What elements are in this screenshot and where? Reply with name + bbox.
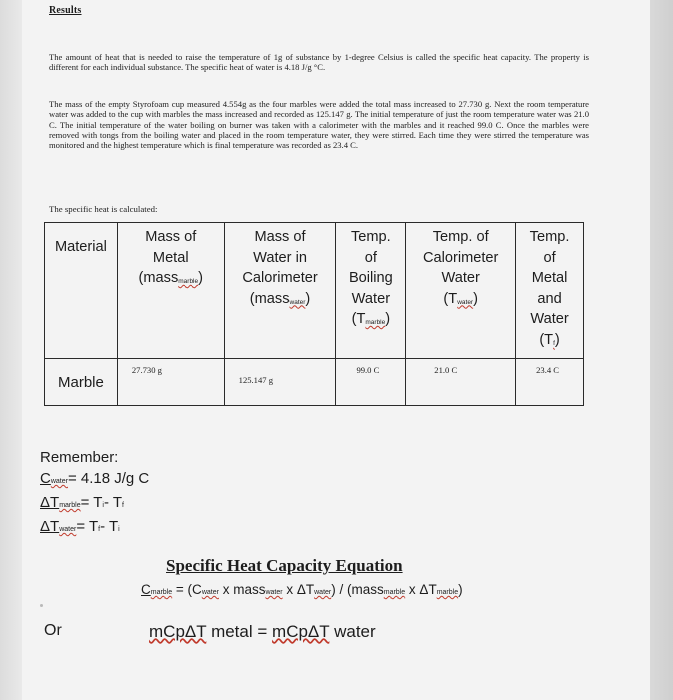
cell-temp-calorimeter: 21.0 C xyxy=(406,359,516,406)
cell-mass-water: 125.147 g xyxy=(224,359,336,406)
procedure-paragraph: The mass of the empty Styrofoam cup measured 4.554g as the four marbles were added the total mass increased to 27.730 g. Next the room temperature water was added to the cup with marbles the mass increased and recorded as 125.147 g. The initial temperature of just the room temperature water was 21.0 C. The initial temperature of the water boiling on burner was taken with a calorimeter with the marbles and it reached 99.0 C. Once the marbles were removed with tongs from the boiling water and placed in the room temperature water, they were stirred. Each time they were stirred the temperature was monitored and the highest temperature which is final temperature was recorded as 23.4 C. xyxy=(49,99,589,151)
table-row xyxy=(45,359,584,406)
cell-temp-final: 23.4 C xyxy=(516,359,584,406)
calculation-caption: The specific heat is calculated: xyxy=(49,204,158,214)
intro-paragraph: The amount of heat that is needed to raise the temperature of 1g of substance by 1-degree Celsius is called the specific heat capacity. The property is different for each individual substance. The specific heat of water is 4.18 J/g °C. xyxy=(49,52,589,73)
equation-title: Specific Heat Capacity Equation xyxy=(166,556,403,575)
specific-heat-formula: Cmarble = (Cwater x masswater x ΔTwater) / (massmarble x ΔTmarble) xyxy=(141,582,463,597)
cell-material: Marble xyxy=(45,359,118,406)
page-speck xyxy=(40,604,43,607)
remember-notes xyxy=(40,447,149,540)
or-label: Or xyxy=(44,622,62,639)
header-mass-metal: Mass of Metal (massmarble) xyxy=(117,223,224,359)
header-temp-final: Temp. of Metal and Water (Tf) xyxy=(516,223,584,359)
header-temp-calorimeter: Temp. of Calorimeter Water (Twater) xyxy=(406,223,516,359)
remember-delta-t-marble: ΔTmarble= Ti- Tf xyxy=(40,494,124,511)
cell-temp-boiling: 99.0 C xyxy=(336,359,406,406)
page-right-margin xyxy=(650,0,673,700)
results-table xyxy=(44,222,584,406)
results-heading: Results xyxy=(49,5,82,16)
mcp-equation: mCpΔT metal = mCpΔT water xyxy=(149,622,376,641)
remember-delta-t-water: ΔTwater= Tf- Ti xyxy=(40,518,120,535)
page-left-margin xyxy=(0,0,22,700)
header-temp-boiling: Temp. of Boiling Water (Tmarble) xyxy=(336,223,406,359)
remember-title: Remember: xyxy=(40,449,119,466)
table-header-row xyxy=(45,223,584,359)
remember-specific-heat-water: Cwater= 4.18 J/g C xyxy=(40,470,150,487)
cell-mass-metal: 27.730 g xyxy=(117,359,224,406)
header-material: Material xyxy=(45,223,118,359)
header-mass-water: Mass of Water in Calorimeter (masswater) xyxy=(224,223,336,359)
